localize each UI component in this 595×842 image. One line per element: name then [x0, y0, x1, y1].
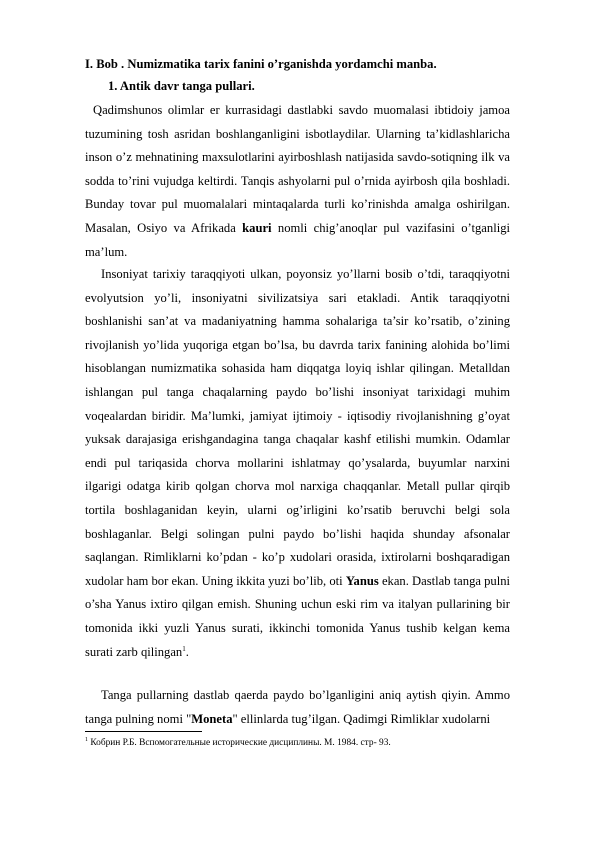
footnote-separator: [85, 731, 202, 732]
paragraph-2-text-a: Insoniyat tarixiy taraqqiyoti ulkan, poyonsiz yo’llarni bosib o’tdi, taraqqiyotni evolyutsion yo’li, insoniyatni sivilizatsiya sari etakladi. Antik taraqqiyotni boshlanishi san’at va madaniyatning hamma sohalariga ta’sir ko’rsatib, o’zining rivojlanish yo’lida yuqoriga etgan bo’lsa, bu davrda tarix fanining alohida bo’limi hisoblangan numizmatika sohasida ham diqqatga loyiq ishlar qilingan. Metalldan ishlangan pul tanga chaqalarning paydo bo’lishi insoniyat tarixidagi muhim voqealardan biridir. Ma’lumki, jamiyat ijtimoiy - iqtisodiy rivojlanishning g’oyat yuksak darajasiga erishgandagina tanga chaqalar kashf etilishi mumkin. Odamlar endi pul tariqasida chorva mollarini ishlatmay qo’ysalarda, buyumlar narxini ilgarigi odatga kirib qolgan chorva mol narxiga chaqqanlar. Metall pullar qirqib tortila boshlaganidan keyin, ularni og’irligini ko’rsatib beruvchi belgi sola boshlaganlar. Belgi solingan pulni paydo bo’lishi haqida shunday afsonalar saqlangan. Rimliklarni ko’pdan - ko’p xudolari orasida, ixtirolarni boshqaradigan xudolar ham bor ekan. Uning ikkita yuzi bo’lib, oti: [85, 267, 510, 588]
paragraph-1: [85, 99, 510, 264]
paragraph-2-text-c: .: [185, 644, 189, 659]
paragraph-1-text-b: nomli chig’anoqlar pul vazifasini o’tganligi ma’lum.: [85, 220, 510, 259]
paragraph-2: [85, 263, 510, 664]
paragraph-3: [85, 684, 510, 731]
footnote-text: Кобрин Р.Б. Вспомогательные исторические дисциплины. М. 1984. стр- 93.: [88, 738, 391, 749]
paragraph-1-bold-term: kauri: [242, 220, 272, 235]
footnote-reference[interactable]: 1: [182, 644, 186, 653]
paragraph-3-text-b: " ellinlarda tug’ilgan. Qadimgi Rimliklar xudolarni: [232, 711, 491, 726]
paragraph-1-text-a: Qadimshunos olimlar er kurrasidagi dastlabki savdo muomalasi ibtidoiy jamoa tuzumining tosh asridan boshlanganligini isbotlaydilar. Ularning ta’kidlashlaricha inson o’z mehnatining maxsulotlarini ayirboshlash natijasida savdo-sotiqning ilk va sodda to’rini vujudga keltirdi. Tanqis ashyolarni pul o’rnida ayirbosh qila boshladi. Bunday tovar pul muomalalari mintaqalarda turli ko’rinishda amalga oshirilgan. Masalan, Osiyo va Afrikada: [85, 103, 510, 235]
chapter-title: I. Bob . Numizmatika tarix fanini o’rganishda yordamchi manba.: [85, 57, 437, 71]
paragraph-3-text-a: Tanga pullarning dastlab qaerda paydo bo’lganligini aniq aytish qiyin. Ammo tanga pulning nomi ": [85, 688, 510, 726]
section-title: 1. Antik davr tanga pullari.: [108, 79, 255, 93]
footnote: [85, 734, 391, 749]
paragraph-2-text-b: ekan. Dastlab tanga pulni o’sha Yanus ixtiro qilgan emish. Shuning uchun eski rim va italyan pullarining bir tomonida ikki yuzli Yanus surati, ikkinchi tomonida Yanus tushib kelgan kema surati zarb qilingan: [85, 573, 511, 659]
paragraph-2-bold-term: Yanus: [345, 573, 379, 588]
footnote-marker: 1: [85, 737, 88, 743]
paragraph-3-bold-term: Moneta: [191, 711, 233, 726]
